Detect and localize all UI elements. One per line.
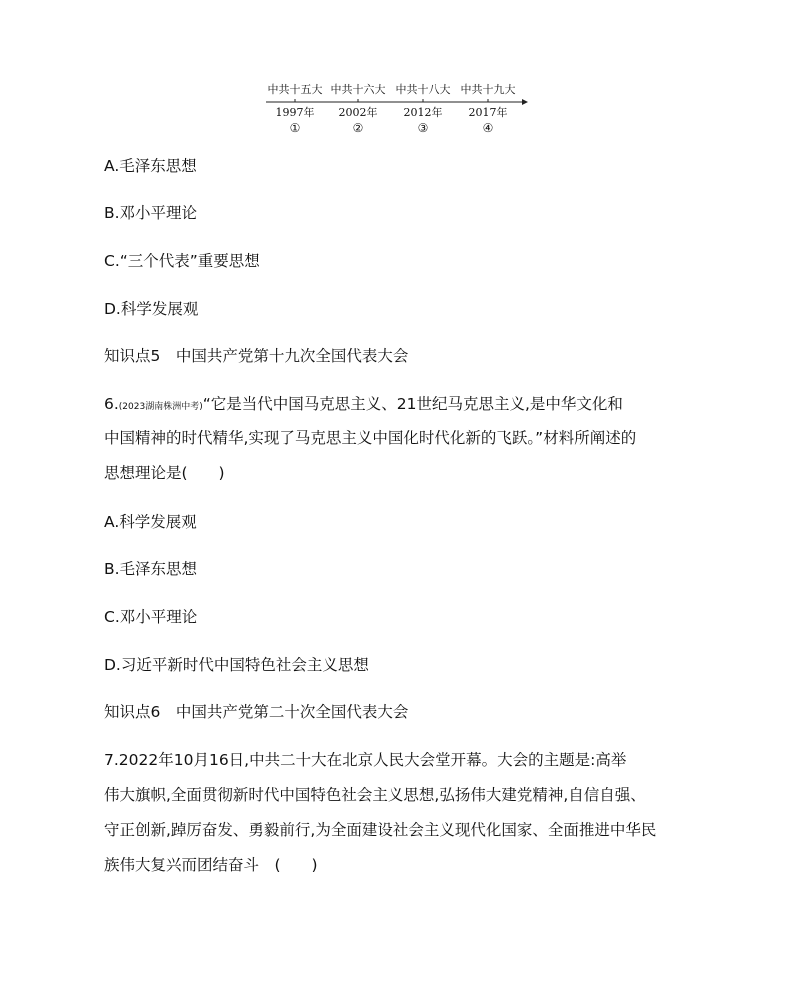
q6-option-b[interactable]: B.毛泽东思想 <box>104 560 198 578</box>
timeline-event-label: 中共十五大 <box>267 83 323 96</box>
timeline-event-label: 中共十九大 <box>460 83 516 96</box>
q6-option-d[interactable]: D.习近平新时代中国特色社会主义思想 <box>104 656 369 674</box>
q5-option-a[interactable]: A.毛泽东思想 <box>104 157 197 175</box>
q7-stem-line: 7.2022年10月16日,中共二十大在北京人民大会堂开幕。大会的主题是:高举 <box>104 751 627 769</box>
q6-option-a[interactable]: A.科学发展观 <box>104 513 197 531</box>
timeline-year: 1997年 <box>275 106 315 119</box>
timeline-marker: ② <box>352 121 364 135</box>
timeline-event-label: 中共十六大 <box>330 83 386 96</box>
q7-stem-line: 守正创新,踔厉奋发、勇毅前行,为全面建设社会主义现代化国家、全面推进中华民 <box>104 821 657 839</box>
q6-number: 6. <box>104 395 119 413</box>
section-heading: 知识点6 中国共产党第二十次全国代表大会 <box>104 703 409 721</box>
section-heading: 知识点5 中国共产党第十九次全国代表大会 <box>104 347 409 365</box>
timeline-marker: ④ <box>482 121 494 135</box>
q6-option-c[interactable]: C.邓小平理论 <box>104 608 198 626</box>
timeline-year: 2002年 <box>338 106 378 119</box>
q6-stem-line <box>104 394 623 417</box>
q5-option-c[interactable]: C.“三个代表”重要思想 <box>104 252 260 270</box>
q6-source: (2023湖南株洲中考) <box>118 402 203 412</box>
timeline-figure <box>260 80 540 140</box>
q6-stem-line: 中国精神的时代精华,实现了马克思主义中国化时代化新的飞跃。”材料所阐述的 <box>104 429 637 447</box>
timeline-marker: ① <box>289 121 301 135</box>
timeline-marker: ③ <box>417 121 429 135</box>
q7-stem-line: 伟大旗帜,全面贯彻新时代中国特色社会主义思想,弘扬伟大建党精神,自信自强、 <box>104 786 646 804</box>
timeline-arrow <box>522 99 528 105</box>
q6-stem-text: “它是当代中国马克思主义、21世纪马克思主义,是中华文化和 <box>202 395 623 413</box>
q5-option-b[interactable]: B.邓小平理论 <box>104 204 198 222</box>
q7-stem-line: 族伟大复兴而团结奋斗 ( ) <box>104 856 318 874</box>
q5-option-d[interactable]: D.科学发展观 <box>104 300 199 318</box>
timeline-event-label: 中共十八大 <box>395 83 451 96</box>
timeline-year: 2012年 <box>403 106 443 119</box>
timeline-year: 2017年 <box>468 106 508 119</box>
q6-stem-line: 思想理论是( ) <box>104 464 225 482</box>
